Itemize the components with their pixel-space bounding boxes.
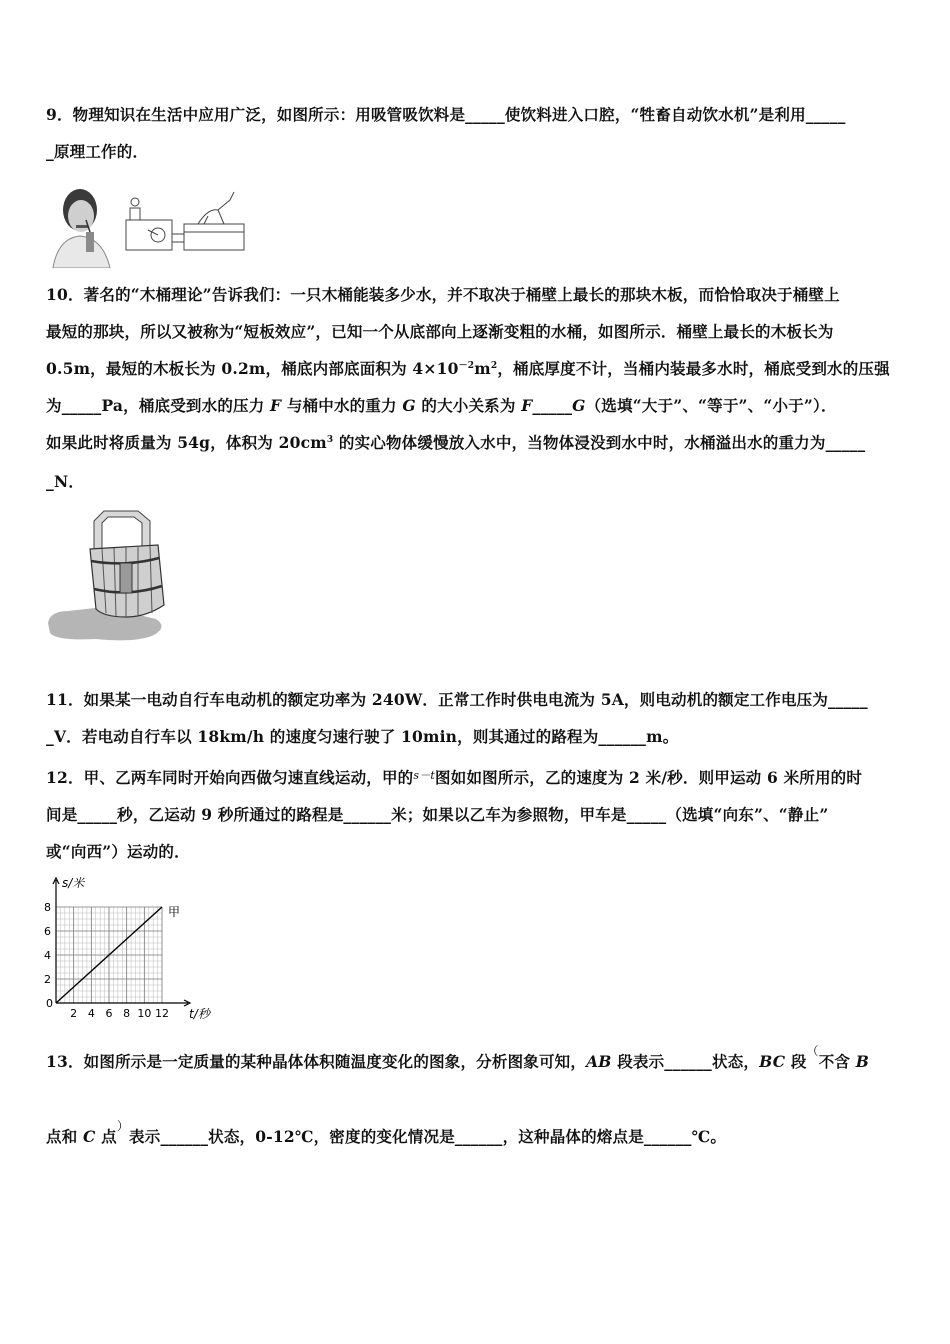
y-axis-label: s/米 xyxy=(62,876,85,890)
q10-line3-sup2: 2 xyxy=(490,360,498,371)
y-tick-label: 4 xyxy=(44,949,51,962)
q13-line2-text-b: 点 xyxy=(95,1127,117,1146)
q10-line5 xyxy=(46,431,865,453)
q10-var-G: G xyxy=(402,396,416,415)
q10-blank: _____ xyxy=(532,396,573,415)
q9-line2: _原理工作的． xyxy=(46,142,149,161)
q10-line6: _N． xyxy=(46,472,85,491)
q9-figure xyxy=(48,180,248,268)
q12-line1-text-b: 图如如图所示，乙的速度为 2 米/秒．则甲运动 6 米所用的时 xyxy=(435,768,863,787)
q11-line1: 11．如果某一电动自行车电动机的额定功率为 240W．正常工作时供电电流为 5A，则电动机的额定工作电压为_____ xyxy=(46,690,868,709)
q10-var-F: F xyxy=(270,396,282,415)
x-tick-label: 4 xyxy=(87,1007,95,1020)
q12-line2: 间是_____秒，乙运动 9 秒所通过的路程是______米；如果以乙车为参照物，甲车是_____（选填“向东”、“静止” xyxy=(46,805,829,824)
y-tick-label: 6 xyxy=(44,925,51,938)
q12-line1-text-a: 12．甲、乙两车同时开始向西做匀速直线运动，甲的 xyxy=(46,768,414,787)
q13-var-AB: AB xyxy=(586,1052,612,1071)
q10-line1: 10．著名的“木桶理论”告诉我们：一只木桶能装多少水，并不取决于桶壁上最长的那块木板，而恰恰取决于桶壁上 xyxy=(46,285,840,304)
q10-line3-text-b: m xyxy=(474,359,491,378)
q10-line5-text-b: 的实心物体缓慢放入水中，当物体浸没到水中时，水桶溢出水的重力为_____ xyxy=(333,433,866,452)
q10-line3-text-c: ，桶底厚度不计，当桶内装最多水时，桶底受到水的压强 xyxy=(497,359,890,378)
y-tick-label: 8 xyxy=(44,901,51,914)
q10-line5-sup: 3 xyxy=(326,434,334,445)
series-label-jia: 甲 xyxy=(168,905,181,919)
q13-var-C: C xyxy=(83,1127,96,1146)
drinking-trough-image xyxy=(126,192,244,250)
q13-line1-text-c: 段 xyxy=(785,1052,807,1071)
wooden-bucket-image xyxy=(46,505,176,645)
st-graph xyxy=(40,870,230,1020)
q9-line1: 9．物理知识在生活中应用广泛，如图所示：用吸管吸饮料是_____使饮料进入口腔，“牲畜自动饮水机”是利用_____ xyxy=(46,105,846,124)
q10-line4-text-e: （选填“大于”、“等于”、“小于”）． xyxy=(585,396,837,415)
q13-var-BC: BC xyxy=(759,1052,786,1071)
q10-line3 xyxy=(46,357,890,379)
q12-line3: 或“向西”）运动的． xyxy=(46,842,190,861)
q12-st-symbol: s－t xyxy=(413,769,436,782)
q10-line4-text-c: 的大小关系为 xyxy=(415,396,522,415)
q13-line1-text-b: 段表示______状态， xyxy=(611,1052,760,1071)
q13-line1-text-d: 不含 xyxy=(818,1052,856,1071)
q13-line2-text-c: 表示______状态，0-12℃，密度的变化情况是______，这种晶体的熔点是______℃。 xyxy=(129,1127,727,1146)
q13-var-B: B xyxy=(855,1052,870,1071)
q10-line3-sup: －2 xyxy=(458,360,475,371)
q10-line4-text-b: 与桶中水的重力 xyxy=(281,396,403,415)
q10-line2: 最短的那块，所以又被称为“短板效应”，已知一个从底部向上逐渐变粗的水桶，如图所示．桶壁上最长的木板长为 xyxy=(46,322,834,341)
q13-line1-text-a: 13．如图所示是一定质量的某种晶体体积随温度变化的图象，分析图象可知， xyxy=(46,1052,587,1071)
x-tick-label: 2 xyxy=(70,1007,78,1020)
q13-paren-close: ） xyxy=(116,1119,130,1133)
x-tick-label: 6 xyxy=(105,1007,113,1020)
q13-paren-open: （ xyxy=(806,1044,819,1058)
x-tick-label: 12 xyxy=(155,1007,169,1020)
q13-line2 xyxy=(46,1119,727,1147)
q13-line1 xyxy=(46,1044,870,1072)
x-tick-label: 8 xyxy=(123,1007,131,1020)
q10-line3-text-a: 0.5m，最短的木板长为 0.2m，桶底内部底面积为 4×10 xyxy=(46,359,459,378)
q13-line2-text-a: 点和 xyxy=(46,1127,83,1146)
q10-line4 xyxy=(46,394,837,416)
person-drinking-image xyxy=(48,180,118,268)
q11-line2: _V．若电动自行车以 18km/h 的速度匀速行驶了 10min，则其通过的路程为______m。 xyxy=(46,727,679,746)
q10-line4-text-a: 为_____Pa，桶底受到水的压力 xyxy=(46,396,271,415)
origin-label: 0 xyxy=(46,997,53,1010)
x-axis-label: t/秒 xyxy=(189,1007,210,1020)
q12-line1 xyxy=(46,766,862,788)
y-tick-label: 2 xyxy=(44,973,51,986)
q10-var-G2: G xyxy=(572,396,586,415)
q10-line5-text-a: 如果此时将质量为 54g，体积为 20cm xyxy=(46,433,327,452)
x-tick-label: 10 xyxy=(137,1007,152,1020)
q10-var-F2: F xyxy=(521,396,533,415)
